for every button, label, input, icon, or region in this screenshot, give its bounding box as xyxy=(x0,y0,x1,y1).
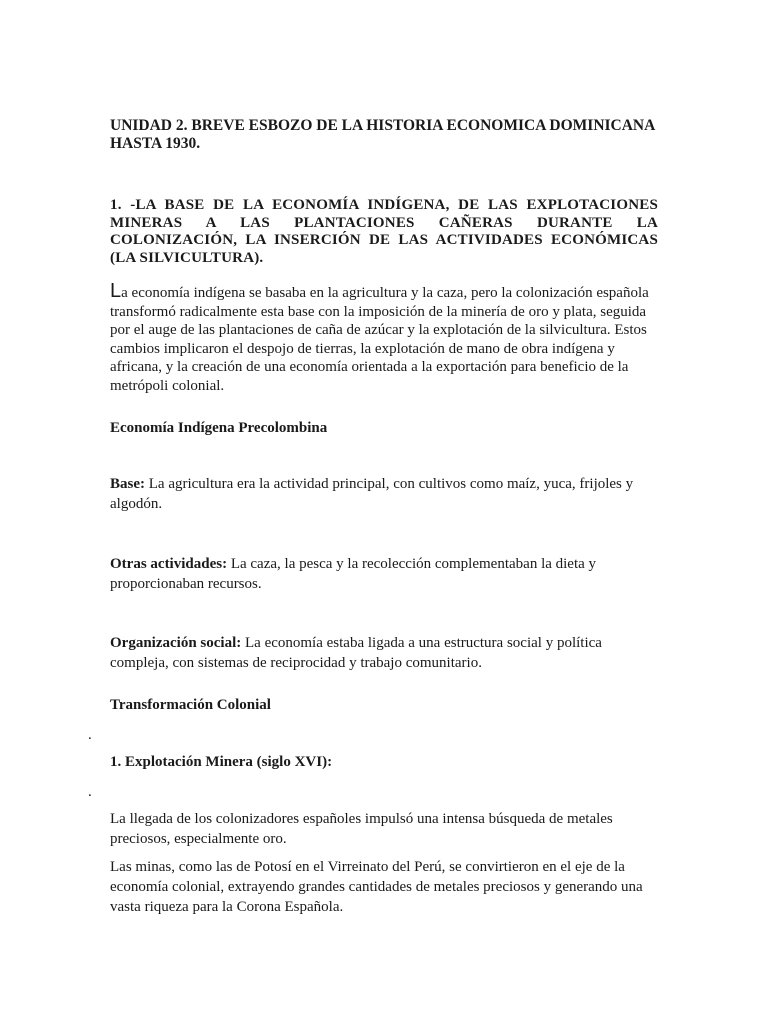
social-organization-label: Organización social: xyxy=(110,635,242,651)
other-activities-paragraph xyxy=(110,554,658,594)
document-title: UNIDAD 2. BREVE ESBOZO DE LA HISTORIA ECONOMICA DOMINICANA HASTA 1930. xyxy=(110,117,655,152)
subheading-mining: 1. Explotación Minera (siglo XVI): xyxy=(110,754,333,770)
social-organization-text: La economía estaba ligada a una estructura social y política compleja, con sistemas de reciprocidad y trabajo comunitario. xyxy=(110,635,602,671)
intro-paragraph xyxy=(110,282,658,395)
subheading-colonial: Transformación Colonial xyxy=(110,697,271,713)
base-label: Base: xyxy=(110,476,145,492)
section-heading: 1. -LA BASE DE LA ECONOMÍA INDÍGENA, DE LAS EXPLOTACIONES MINERAS A LAS PLANTACIONES CAÑERAS DURANTE LA COLONIZACIÓN, LA INSERCIÓN DE LAS ACTIVIDADES ECONÓMICAS (LA SILVICULTURA). xyxy=(110,197,658,266)
subheading-indigenous: Economía Indígena Precolombina xyxy=(110,420,328,436)
other-activities-label: Otras actividades: xyxy=(110,556,228,572)
base-paragraph xyxy=(110,474,658,514)
mining-paragraph-1: La llegada de los colonizadores españoles impulsó una intensa búsqueda de metales preciosos, especialmente oro. xyxy=(110,811,613,847)
base-text: La agricultura era la actividad principal, con cultivos como maíz, yuca, frijoles y algodón. xyxy=(110,476,634,512)
bullet-dot: . xyxy=(88,784,92,800)
social-organization-paragraph xyxy=(110,633,658,673)
bullet-dot: . xyxy=(88,727,92,743)
intro-dropcap: L xyxy=(110,280,122,302)
mining-paragraph-2: Las minas, como las de Potosí en el Virreinato del Perú, se convirtieron en el eje de la economía colonial, extrayendo grandes cantidades de metales preciosos y generando una vasta riqueza para la Corona Española. xyxy=(110,859,643,915)
intro-text: a economía indígena se basaba en la agricultura y la caza, pero la colonización española transformó radicalmente esta base con la imposición de la minería de oro y plata, seguida por el auge de las plantaciones de caña de azúcar y la explotación de la silvicultura. Estos cambios implicaron el despojo de tierras, la explotación de mano de obra indígena y africana, y la creación de una economía orientada a la exportación para beneficio de la metrópoli colonial. xyxy=(110,285,649,394)
other-activities-text: La caza, la pesca y la recolección complementaban la dieta y proporcionaban recursos. xyxy=(110,556,597,592)
